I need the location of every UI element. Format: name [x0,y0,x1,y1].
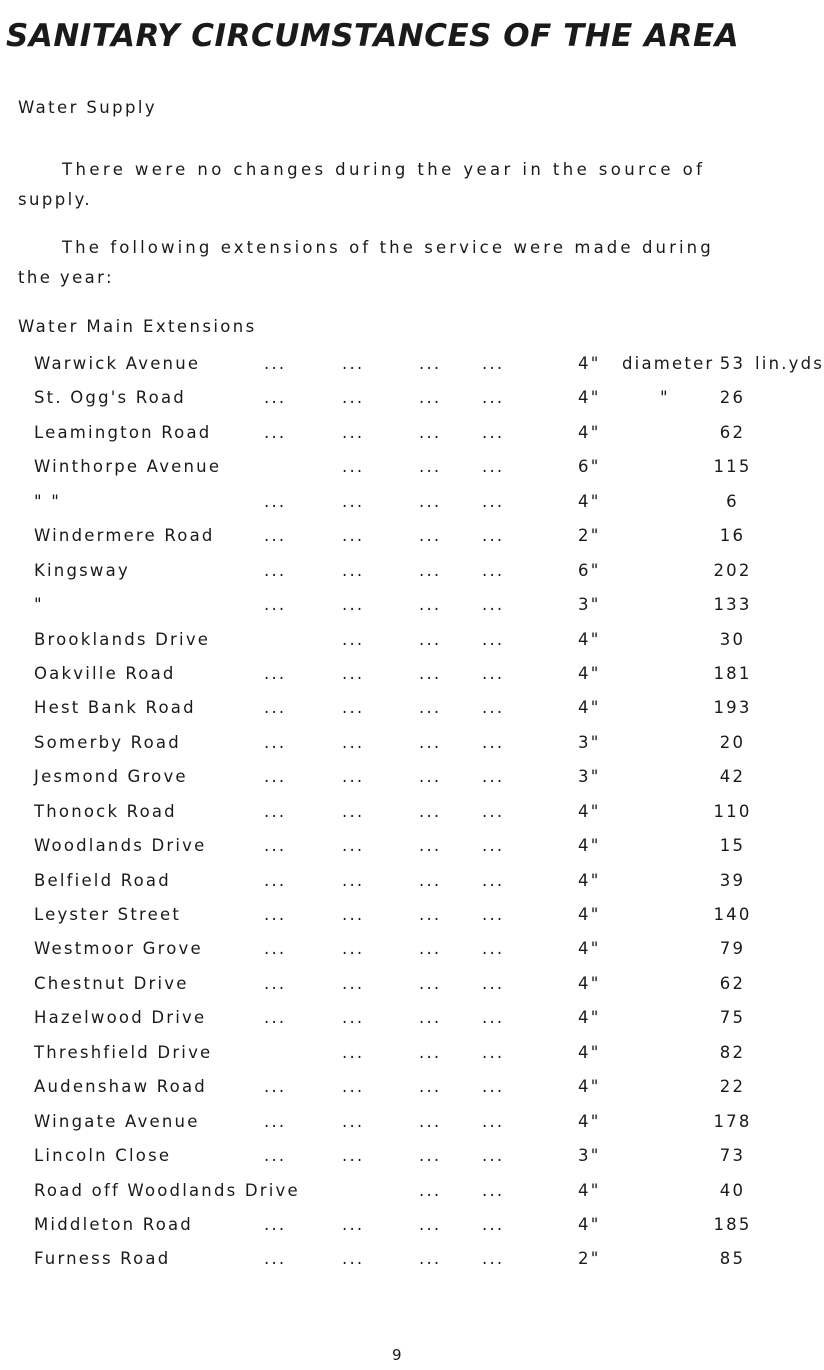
leader-dots: ... [419,732,442,752]
street-name: Wingate Avenue [34,1111,200,1131]
street-name: Audenshaw Road [34,1077,207,1097]
street-name: Hest Bank Road [34,698,196,718]
pipe-diameter: 4" [578,629,601,649]
table-row [0,802,800,836]
leader-dots: ... [264,801,287,821]
street-name: Chestnut Drive [34,973,189,993]
extension-length: 185 [713,1214,752,1234]
paragraph-1-line-1: There were no changes during the year in the source of [62,160,706,179]
table-row [0,939,800,973]
leader-dots: ... [482,1249,505,1269]
leader-dots: ... [419,491,442,511]
table-row [0,836,800,870]
leader-dots: ... [482,457,505,477]
leader-dots: ... [419,767,442,787]
leader-dots: ... [482,663,505,683]
leader-dots: ... [342,560,365,580]
paragraph-2-line-2: the year: [18,268,115,287]
length-unit: lin.yds [755,354,824,373]
table-row [0,1043,800,1077]
leader-dots: ... [482,354,505,373]
leader-dots: ... [419,1214,442,1234]
pipe-diameter: 4" [578,1077,601,1097]
street-name: Oakville Road [34,663,176,683]
diameter-label: " [660,388,670,408]
extension-length: 202 [713,560,752,580]
leader-dots: ... [264,388,287,408]
pipe-diameter: 6" [578,457,601,477]
pipe-diameter: 4" [578,354,601,373]
leader-dots: ... [482,526,505,546]
leader-dots: ... [419,629,442,649]
leader-dots: ... [419,1008,442,1028]
street-name: " [34,595,44,615]
leader-dots: ... [342,1214,365,1234]
extension-length: 193 [713,698,752,718]
leader-dots: ... [264,939,287,959]
subheading-water-main-extensions: Water Main Extensions [18,317,257,336]
leader-dots: ... [264,870,287,890]
leader-dots: ... [419,698,442,718]
pipe-diameter: 4" [578,388,601,408]
leader-dots: ... [482,939,505,959]
pipe-diameter: 6" [578,560,601,580]
leader-dots: ... [342,354,365,373]
street-name: Lincoln Close [34,1146,172,1166]
leader-dots: ... [419,526,442,546]
street-name: Kingsway [34,560,130,580]
leader-dots: ... [482,1042,505,1062]
table-row [0,1215,800,1249]
pipe-diameter: 4" [578,698,601,718]
paragraph-2-line-1: The following extensions of the service were made during [62,238,714,257]
extension-length: 110 [713,801,752,821]
table-row [0,871,800,905]
street-name: Middleton Road [34,1214,193,1234]
leader-dots: ... [419,973,442,993]
table-row [0,1249,800,1283]
leader-dots: ... [482,1214,505,1234]
table-row [0,698,800,732]
leader-dots: ... [342,1008,365,1028]
pipe-diameter: 4" [578,1008,601,1028]
pipe-diameter: 2" [578,526,601,546]
extension-length: 16 [719,526,746,546]
table-row [0,492,800,526]
street-name: Road off Woodlands Drive [34,1180,300,1200]
pipe-diameter: 4" [578,870,601,890]
pipe-diameter: 4" [578,422,601,442]
leader-dots: ... [482,595,505,615]
extensions-table [0,354,824,1284]
leader-dots: ... [264,1077,287,1097]
table-row [0,388,800,422]
leader-dots: ... [264,1146,287,1166]
pipe-diameter: 4" [578,491,601,511]
leader-dots: ... [419,560,442,580]
street-name: St. Ogg's Road [34,388,186,408]
page-title: SANITARY CIRCUMSTANCES OF THE AREA [6,18,740,54]
leader-dots: ... [342,526,365,546]
table-row [0,457,800,491]
leader-dots: ... [482,422,505,442]
extension-length: 62 [719,422,746,442]
leader-dots: ... [342,905,365,924]
pipe-diameter: 4" [578,973,601,993]
leader-dots: ... [419,1249,442,1269]
table-row [0,1008,800,1042]
leader-dots: ... [419,1180,442,1200]
leader-dots: ... [342,1042,365,1062]
leader-dots: ... [264,1214,287,1234]
leader-dots: ... [342,801,365,821]
leader-dots: ... [342,457,365,477]
leader-dots: ... [482,1077,505,1097]
pipe-diameter: 4" [578,1042,601,1062]
leader-dots: ... [264,663,287,683]
leader-dots: ... [482,560,505,580]
extension-length: 42 [719,767,746,787]
extension-length: 79 [719,939,746,959]
leader-dots: ... [482,732,505,752]
leader-dots: ... [419,836,442,856]
leader-dots: ... [482,767,505,787]
table-row [0,423,800,457]
street-name: " " [34,491,62,511]
table-row [0,354,824,388]
leader-dots: ... [264,491,287,511]
extension-length: 40 [719,1180,746,1200]
extension-length: 39 [719,870,746,890]
street-name: Hazelwood Drive [34,1008,207,1028]
table-row [0,630,800,664]
street-name: Furness Road [34,1249,171,1269]
street-name: Westmoor Grove [34,939,203,959]
leader-dots: ... [342,939,365,959]
leader-dots: ... [419,870,442,890]
extension-length: 22 [719,1077,746,1097]
street-name: Leyster Street [34,905,182,924]
extension-length: 115 [713,457,752,477]
leader-dots: ... [482,836,505,856]
leader-dots: ... [264,905,287,924]
street-name: Warwick Avenue [34,354,201,373]
leader-dots: ... [342,595,365,615]
leader-dots: ... [264,732,287,752]
extension-length: 82 [719,1042,746,1062]
leader-dots: ... [482,388,505,408]
leader-dots: ... [342,732,365,752]
leader-dots: ... [342,836,365,856]
leader-dots: ... [419,801,442,821]
leader-dots: ... [342,1249,365,1269]
pipe-diameter: 4" [578,905,601,924]
leader-dots: ... [264,354,287,373]
table-row [0,1146,800,1180]
leader-dots: ... [264,973,287,993]
leader-dots: ... [419,939,442,959]
table-row [0,767,800,801]
leader-dots: ... [419,595,442,615]
pipe-diameter: 4" [578,1214,601,1234]
leader-dots: ... [342,698,365,718]
leader-dots: ... [342,422,365,442]
leader-dots: ... [419,1042,442,1062]
leader-dots: ... [482,1146,505,1166]
leader-dots: ... [482,629,505,649]
extension-length: 15 [719,836,746,856]
street-name: Somerby Road [34,732,181,752]
table-row [0,526,800,560]
leader-dots: ... [419,1077,442,1097]
leader-dots: ... [264,1111,287,1131]
leader-dots: ... [342,1077,365,1097]
leader-dots: ... [264,698,287,718]
extension-length: 75 [719,1008,746,1028]
leader-dots: ... [419,388,442,408]
leader-dots: ... [482,801,505,821]
table-row [0,905,800,939]
extension-length: 26 [719,388,746,408]
leader-dots: ... [482,973,505,993]
page-number: 9 [392,1346,402,1364]
street-name: Belfield Road [34,870,171,890]
pipe-diameter: 4" [578,1180,601,1200]
leader-dots: ... [264,767,287,787]
leader-dots: ... [342,870,365,890]
extension-length: 73 [719,1146,746,1166]
street-name: Leamington Road [34,422,212,442]
pipe-diameter: 3" [578,1146,601,1166]
leader-dots: ... [264,1249,287,1269]
pipe-diameter: 4" [578,939,601,959]
pipe-diameter: 3" [578,767,601,787]
leader-dots: ... [482,698,505,718]
section-heading: Water Supply [18,98,158,117]
leader-dots: ... [342,388,365,408]
extension-length: 133 [713,595,752,615]
leader-dots: ... [342,491,365,511]
leader-dots: ... [264,1008,287,1028]
leader-dots: ... [342,629,365,649]
street-name: Windermere Road [34,526,215,546]
leader-dots: ... [419,457,442,477]
leader-dots: ... [264,836,287,856]
extension-length: 20 [719,732,746,752]
leader-dots: ... [264,595,287,615]
extension-length: 181 [713,663,752,683]
leader-dots: ... [419,663,442,683]
paragraph-1-line-2: supply. [18,190,93,209]
leader-dots: ... [342,973,365,993]
extension-length: 53 [719,354,746,373]
pipe-diameter: 4" [578,836,601,856]
street-name: Jesmond Grove [34,767,188,787]
leader-dots: ... [264,560,287,580]
table-row [0,561,800,595]
pipe-diameter: 4" [578,801,601,821]
extension-length: 178 [713,1111,752,1131]
leader-dots: ... [419,422,442,442]
leader-dots: ... [419,354,442,373]
leader-dots: ... [482,1180,505,1200]
street-name: Threshfield Drive [34,1042,213,1062]
table-row [0,1112,800,1146]
leader-dots: ... [342,663,365,683]
street-name: Thonock Road [34,801,177,821]
leader-dots: ... [342,1111,365,1131]
pipe-diameter: 4" [578,663,601,683]
extension-length: 30 [719,629,746,649]
extension-length: 62 [719,973,746,993]
leader-dots: ... [482,905,505,924]
leader-dots: ... [419,1111,442,1131]
pipe-diameter: 3" [578,732,601,752]
leader-dots: ... [482,491,505,511]
leader-dots: ... [482,870,505,890]
table-row [0,1077,800,1111]
leader-dots: ... [482,1111,505,1131]
street-name: Woodlands Drive [34,836,207,856]
extension-length: 6 [726,491,739,511]
pipe-diameter: 3" [578,595,601,615]
pipe-diameter: 4" [578,1111,601,1131]
table-row [0,1181,800,1215]
street-name: Winthorpe Avenue [34,457,222,477]
extension-length: 140 [713,905,752,924]
diameter-label: diameter [622,354,715,373]
leader-dots: ... [264,422,287,442]
leader-dots: ... [419,905,442,924]
table-row [0,974,800,1008]
leader-dots: ... [264,526,287,546]
leader-dots: ... [342,1146,365,1166]
leader-dots: ... [419,1146,442,1166]
leader-dots: ... [482,1008,505,1028]
table-row [0,733,800,767]
pipe-diameter: 2" [578,1249,601,1269]
street-name: Brooklands Drive [34,629,211,649]
leader-dots: ... [342,767,365,787]
table-row [0,664,800,698]
table-row [0,595,800,629]
extension-length: 85 [719,1249,746,1269]
